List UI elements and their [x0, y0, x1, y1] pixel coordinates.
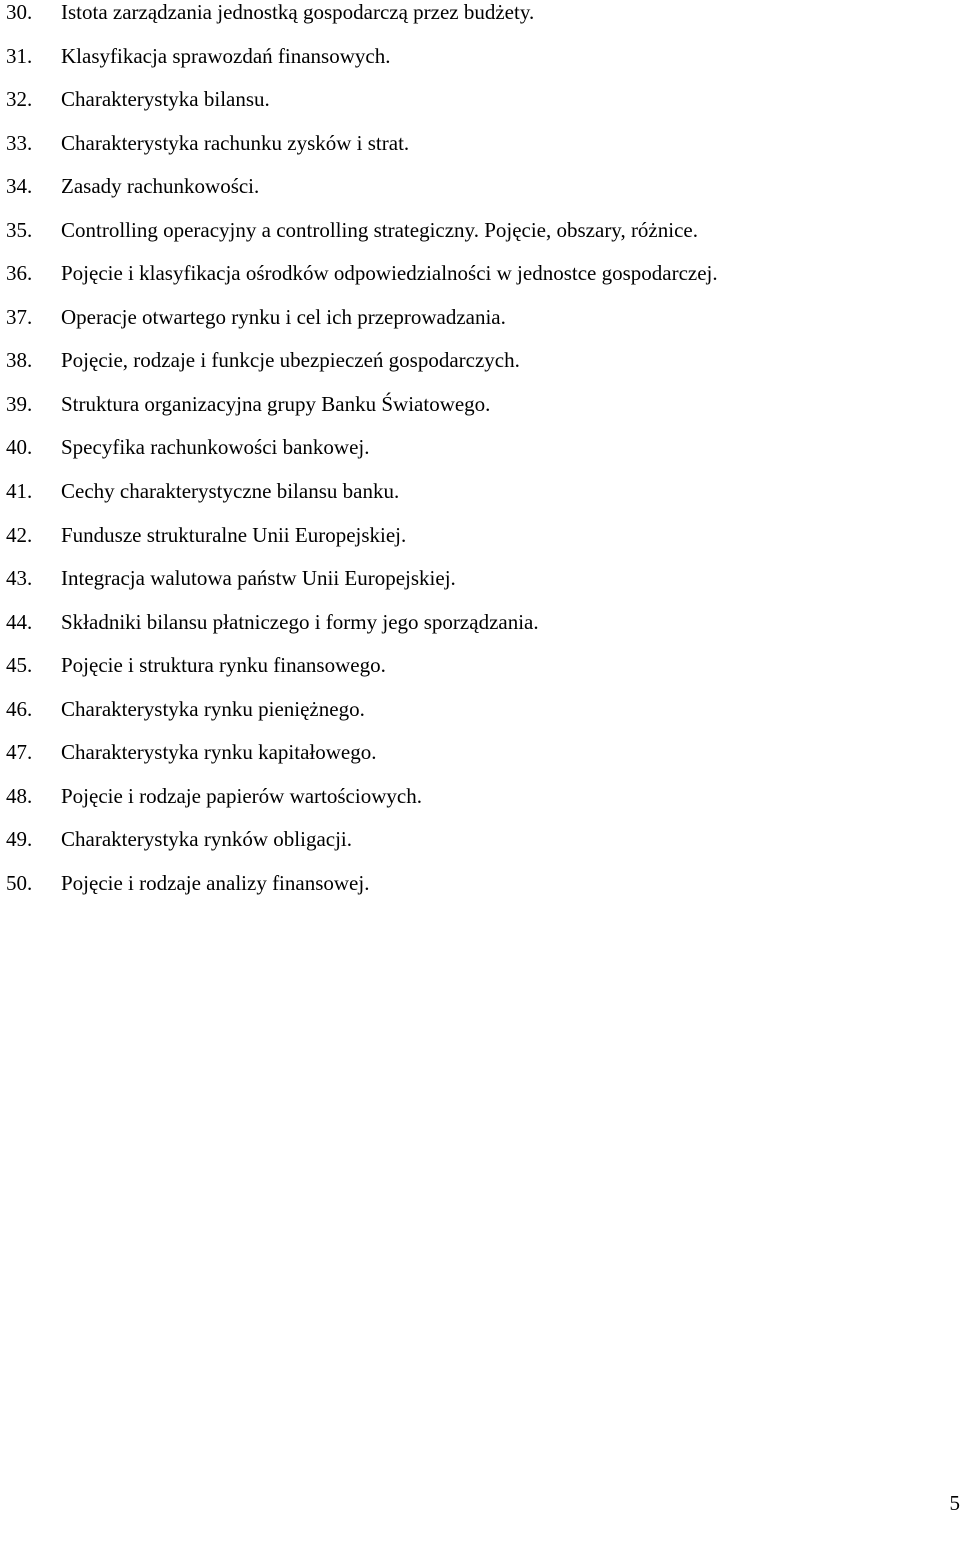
- item-text: Charakterystyka bilansu.: [61, 87, 270, 112]
- item-text: Charakterystyka rynku kapitałowego.: [61, 740, 377, 765]
- item-text: Specyfika rachunkowości bankowej.: [61, 435, 370, 460]
- page-number: 5: [949, 1491, 960, 1515]
- item-number: 46.: [6, 696, 33, 721]
- item-number: 45.: [6, 653, 33, 678]
- item-text: Pojęcie i klasyfikacja ośrodków odpowiedzialności w jednostce gospodarczej.: [61, 261, 718, 286]
- item-text: Struktura organizacyjna grupy Banku Światowego.: [61, 391, 491, 416]
- item-number: 35.: [6, 217, 33, 242]
- item-number: 48.: [6, 783, 33, 808]
- item-number: 47.: [6, 740, 33, 765]
- item-text: Charakterystyka rynku pieniężnego.: [61, 696, 365, 721]
- item-text: Controlling operacyjny a controlling strategiczny. Pojęcie, obszary, różnice.: [61, 217, 698, 242]
- item-number: 40.: [6, 435, 33, 460]
- item-number: 44.: [6, 609, 33, 634]
- item-text: Istota zarządzania jednostką gospodarczą przez budżety.: [61, 0, 535, 24]
- item-number: 38.: [6, 348, 33, 373]
- item-number: 30.: [6, 0, 33, 24]
- item-text: Klasyfikacja sprawozdań finansowych.: [61, 43, 391, 68]
- item-number: 43.: [6, 566, 33, 591]
- item-number: 37.: [6, 304, 33, 329]
- item-number: 34.: [6, 174, 33, 199]
- item-text: Zasady rachunkowości.: [61, 174, 260, 199]
- item-text: Charakterystyka rachunku zysków i strat.: [61, 130, 410, 155]
- item-text: Pojęcie i rodzaje papierów wartościowych.: [61, 783, 422, 808]
- item-text: Fundusze strukturalne Unii Europejskiej.: [61, 522, 407, 547]
- item-text: Pojęcie i struktura rynku finansowego.: [61, 653, 386, 678]
- item-text: Pojęcie i rodzaje analizy finansowej.: [61, 870, 370, 895]
- item-text: Cechy charakterystyczne bilansu banku.: [61, 479, 400, 504]
- item-number: 36.: [6, 261, 33, 286]
- item-number: 39.: [6, 391, 33, 416]
- item-number: 33.: [6, 130, 33, 155]
- item-number: 41.: [6, 479, 33, 504]
- item-text: Charakterystyka rynków obligacji.: [61, 827, 353, 852]
- item-text: Integracja walutowa państw Unii Europejskiej.: [61, 566, 456, 591]
- item-text: Składniki bilansu płatniczego i formy jego sporządzania.: [61, 609, 539, 634]
- item-number: 31.: [6, 43, 33, 68]
- item-number: 42.: [6, 522, 33, 547]
- item-text: Operacje otwartego rynku i cel ich przeprowadzania.: [61, 304, 506, 329]
- item-text: Pojęcie, rodzaje i funkcje ubezpieczeń gospodarczych.: [61, 348, 520, 373]
- item-number: 50.: [6, 870, 33, 895]
- item-number: 32.: [6, 87, 33, 112]
- item-number: 49.: [6, 827, 33, 852]
